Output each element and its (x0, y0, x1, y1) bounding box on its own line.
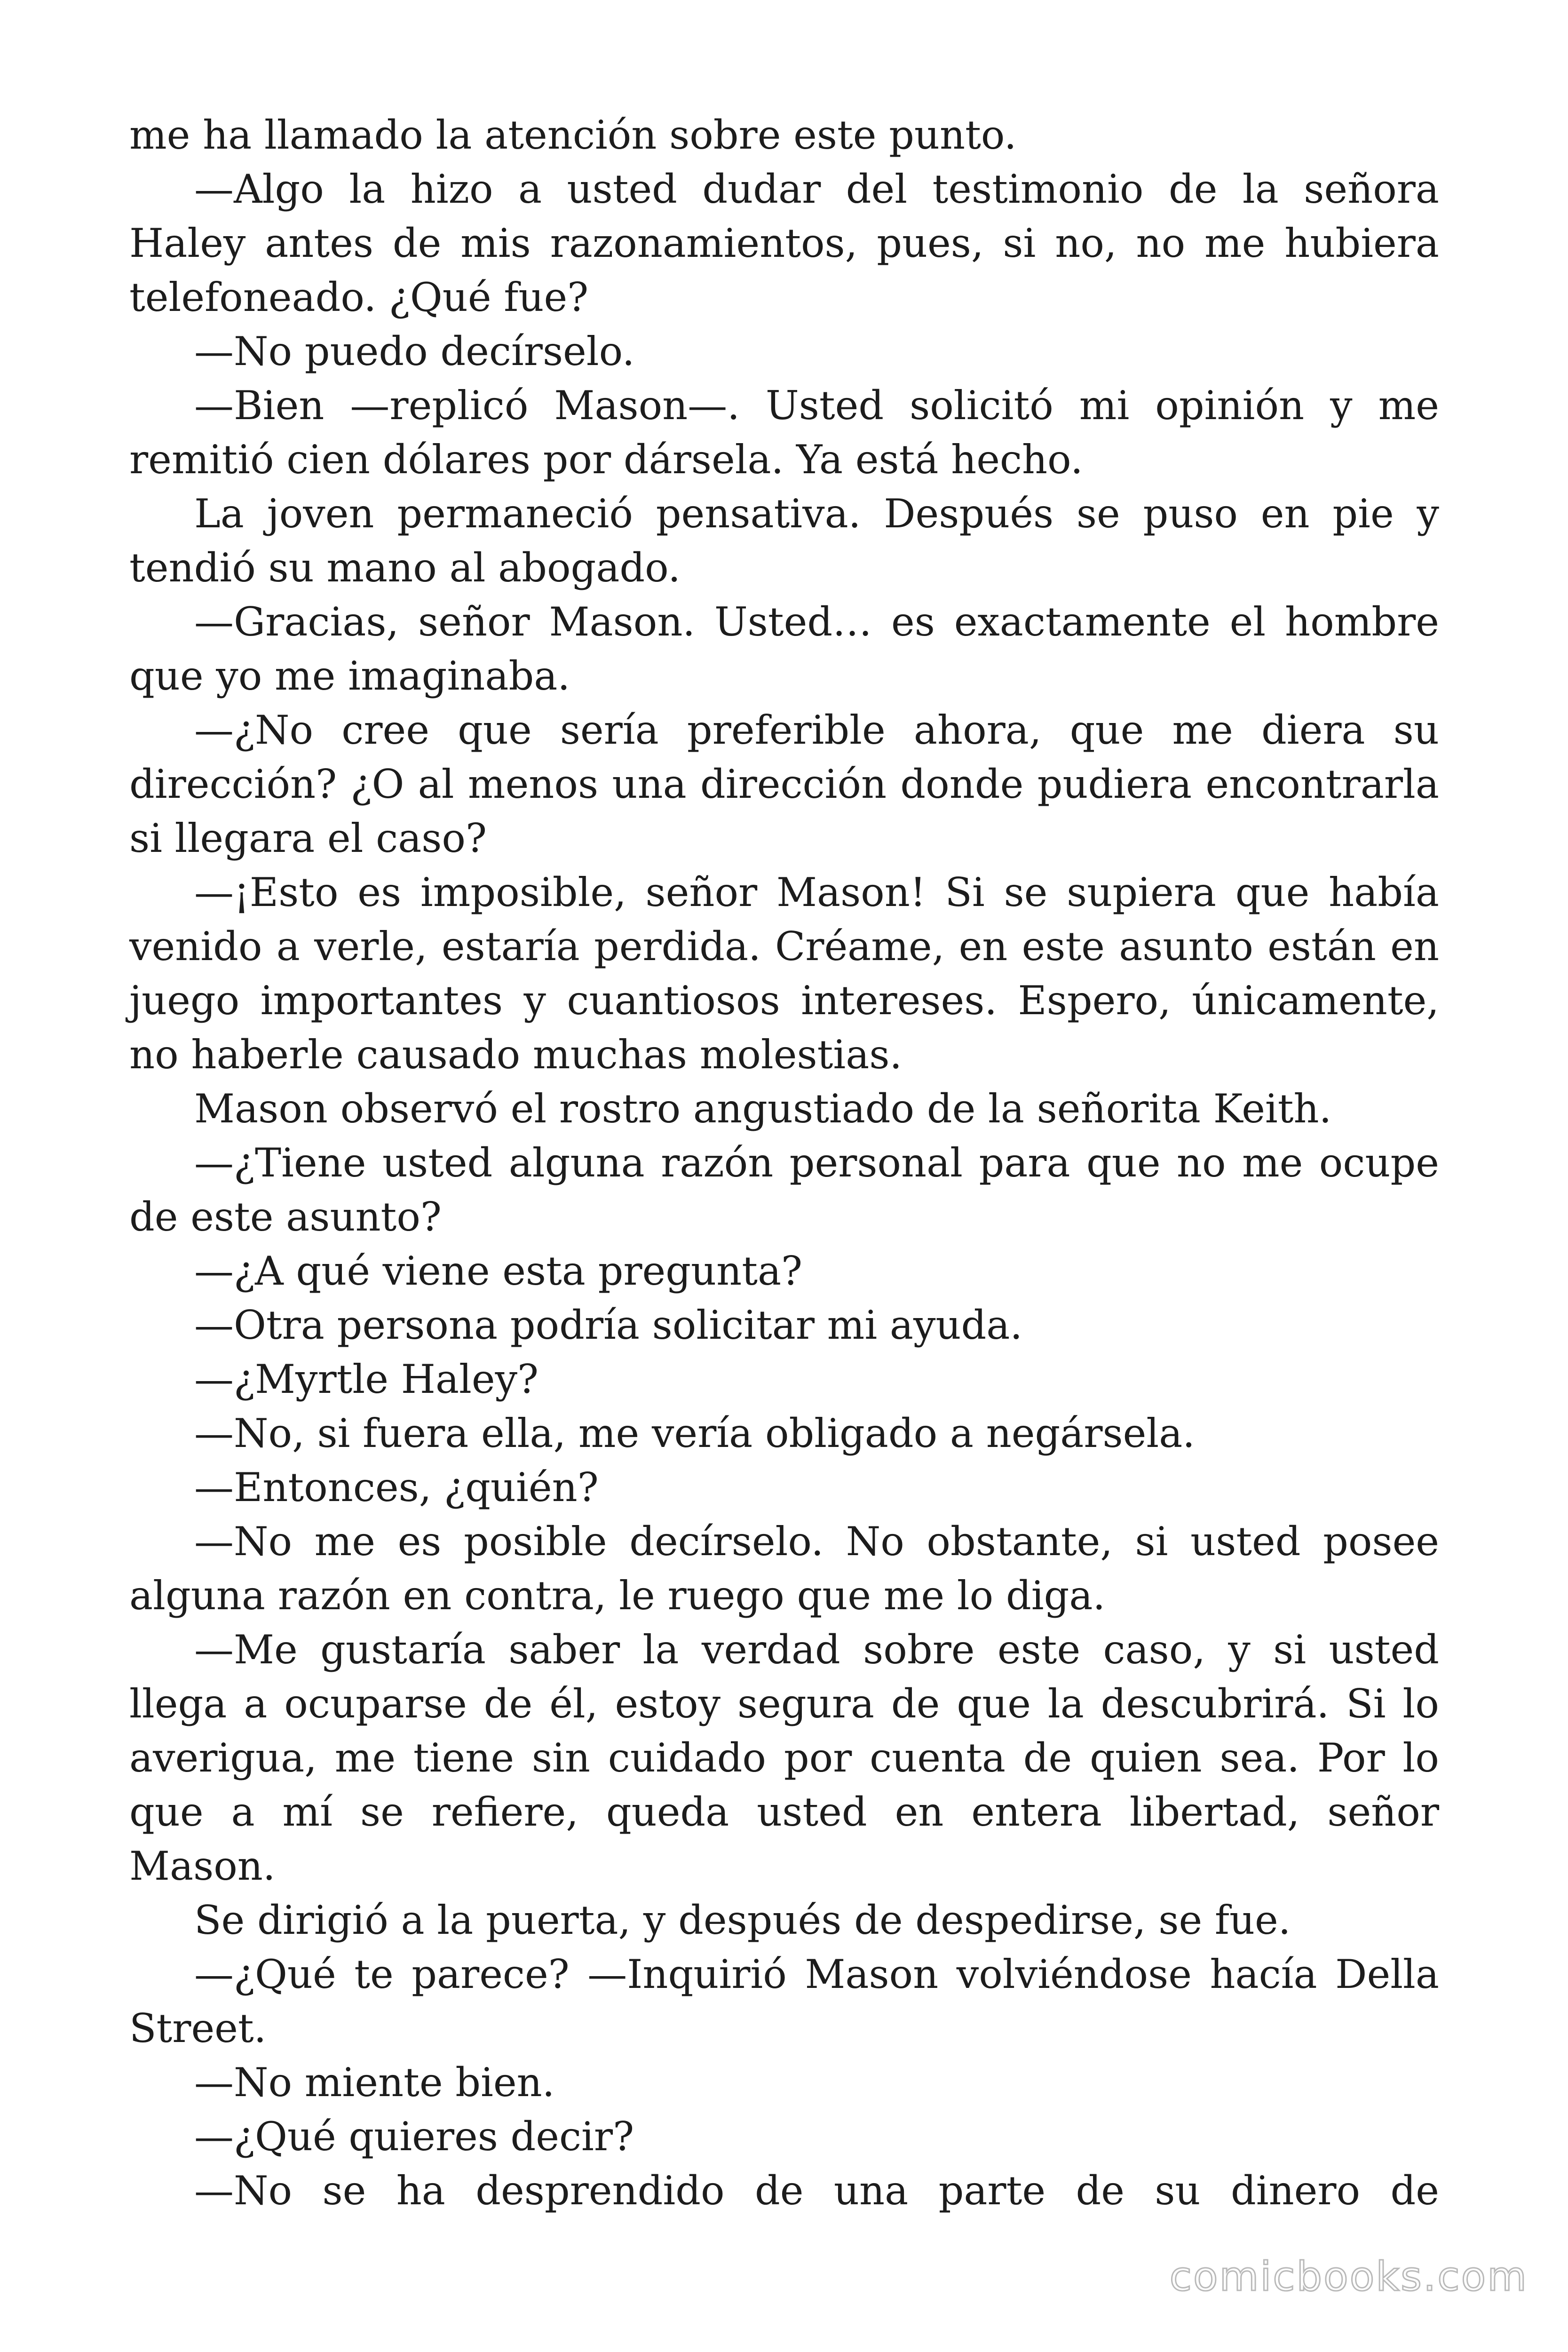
paragraph: —¿Myrtle Haley? (194, 1356, 539, 1402)
paragraph: —No, si fuera ella, me vería obligado a negársela. (194, 1410, 1195, 1456)
paragraph: —Entonces, ¿quién? (194, 1464, 599, 1510)
paragraph: —Algo la hizo a usted dudar del testimonio de la señora Haley antes de mis razonamientos, pues, si no, no me hubiera telefoneado. ¿Qué fue? (129, 166, 1439, 320)
paragraph: —No puedo decírselo. (194, 328, 635, 374)
paragraph: —Otra persona podría solicitar mi ayuda. (194, 1302, 1023, 1348)
paragraph: —No miente bien. (194, 2059, 555, 2106)
paragraph: —¿Qué quieres decir? (194, 2114, 634, 2160)
paragraph: —¡Esto es imposible, señor Mason! Si se supiera que había venido a verle, estaría perdida. Créame, en este asunto están en juego importantes y cuantiosos intereses. Espero, únicamente, no haberle causado muchas molestias. (129, 869, 1439, 1078)
book-page-text (129, 108, 1439, 2218)
paragraph: —No se ha desprendido de una parte de su dinero de (194, 2168, 1439, 2214)
paragraph: —No me es posible decírselo. No obstante, si usted posee alguna razón en contra, le ruego que me lo diga. (129, 1518, 1439, 1619)
paragraph: Se dirigió a la puerta, y después de despedirse, se fue. (194, 1897, 1291, 1943)
paragraph: Mason observó el rostro angustiado de la señorita Keith. (194, 1086, 1332, 1132)
paragraph: —Gracias, señor Mason. Usted… es exactamente el hombre que yo me imaginaba. (129, 599, 1439, 699)
paragraph: —¿Qué te parece? —Inquirió Mason volviéndose hacía Della Street. (129, 1951, 1439, 2051)
paragraph: me ha llamado la atención sobre este punto. (129, 112, 1017, 158)
paragraph: —¿A qué viene esta pregunta? (194, 1248, 803, 1294)
paragraph: —¿No cree que sería preferible ahora, que me diera su dirección? ¿O al menos una dirección donde pudiera encontrarla si llegara el caso? (129, 707, 1439, 861)
paragraph: —Me gustaría saber la verdad sobre este caso, y si usted llega a ocuparse de él, estoy segura de que la descubrirá. Si lo averigua, me tiene sin cuidado por cuenta de quien sea. Por lo que a mí se refiere, queda usted en entera libertad, señor Mason. (129, 1627, 1439, 1889)
paragraph: —Bien —replicó Mason—. Usted solicitó mi opinión y me remitió cien dólares por dársela. Ya está hecho. (129, 382, 1439, 483)
paragraph: —¿Tiene usted alguna razón personal para que no me ocupe de este asunto? (129, 1140, 1439, 1240)
paragraph: La joven permaneció pensativa. Después se puso en pie y tendió su mano al abogado. (129, 491, 1439, 591)
watermark: comicbooks.com (1169, 2253, 1528, 2300)
